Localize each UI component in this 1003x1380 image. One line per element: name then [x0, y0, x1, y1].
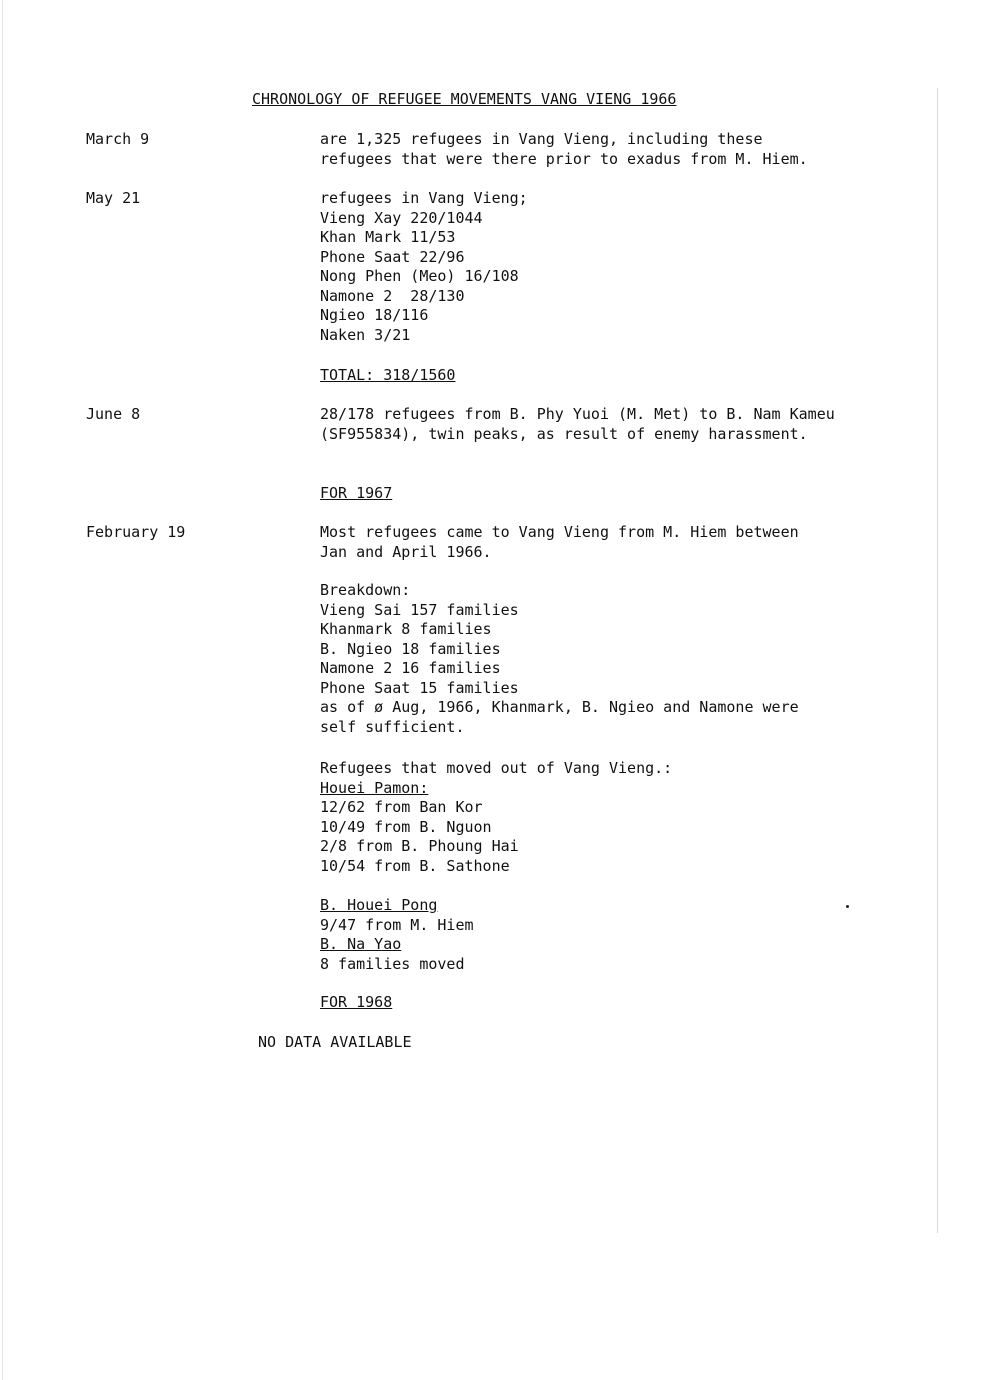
entry-line: Refugees that moved out of Vang Vieng.: [320, 759, 673, 777]
entry-may-21 [320, 189, 528, 345]
entry-line: 8 families moved [320, 954, 465, 973]
stray-mark [846, 905, 849, 908]
section-heading-1968: FOR 1968 [320, 993, 393, 1011]
entry-line: Breakdown: [320, 581, 411, 599]
entry-line: refugees that were there prior to exadus from M. Hiem. [320, 149, 808, 168]
subheading-houei-pong: B. Houei Pong [320, 896, 438, 914]
document-title: CHRONOLOGY OF REFUGEE MOVEMENTS VANG VIENG 1966 [252, 90, 677, 108]
entry-march-9 [320, 130, 808, 169]
breakdown-block [320, 581, 799, 737]
entry-line: Namone 2 16 families [320, 659, 501, 677]
section-heading-1967: FOR 1967 [320, 484, 393, 502]
entry-line: Naken 3/21 [320, 325, 411, 344]
entry-line: are 1,325 refugees in Vang Vieng, including these [320, 130, 763, 148]
entry-line: Namone 2 28/130 [320, 286, 465, 305]
houei-pong-block [320, 896, 474, 974]
entry-line: 10/54 from B. Sathone [320, 856, 510, 875]
entry-line: Most refugees came to Vang Vieng from M. Hiem between [320, 523, 799, 541]
entry-line: B. Ngieo 18 families [320, 639, 501, 658]
entry-line: refugees in Vang Vieng; [320, 189, 528, 207]
entry-line: 9/47 from M. Hiem [320, 915, 474, 934]
entry-date-march-9: March 9 [86, 130, 150, 148]
moved-out-block [320, 759, 672, 876]
entry-june-8 [320, 405, 835, 444]
entry-date-february-19: February 19 [86, 523, 186, 541]
right-margin-line [937, 88, 938, 1233]
subheading-na-yao: B. Na Yao [320, 935, 402, 953]
entry-line: 28/178 refugees from B. Phy Yuoi (M. Met) to B. Nam Kameu [320, 405, 835, 423]
subheading-houei-pamon: Houei Pamon: [320, 778, 429, 797]
entry-line: Khan Mark 11/53 [320, 228, 456, 246]
entry-line: (SF955834), twin peaks, as result of enemy harassment. [320, 424, 808, 443]
entry-line: Khanmark 8 families [320, 620, 492, 638]
entry-line: Vieng Sai 157 families [320, 600, 519, 619]
entry-line: self sufficient. [320, 717, 465, 736]
entry-date-june-8: June 8 [86, 405, 141, 423]
entry-line: 2/8 from B. Phoung Hai [320, 837, 519, 855]
entry-line: as of ø Aug, 1966, Khanmark, B. Ngieo and Namone were [320, 698, 799, 716]
entry-line: Vieng Xay 220/1044 [320, 208, 483, 227]
entry-date-may-21: May 21 [86, 189, 141, 207]
entry-line: 12/62 from Ban Kor [320, 798, 483, 816]
entry-line: Nong Phen (Meo) 16/108 [320, 267, 519, 285]
entry-february-19-intro [320, 523, 799, 562]
entry-line: Jan and April 1966. [320, 542, 492, 561]
entry-line: 10/49 from B. Nguon [320, 817, 492, 836]
no-data-note: NO DATA AVAILABLE [258, 1033, 412, 1051]
entry-line: Phone Saat 15 families [320, 678, 519, 697]
total-line: TOTAL: 318/1560 [320, 366, 456, 384]
page-edge-line [2, 0, 3, 1380]
entry-line: Ngieo 18/116 [320, 306, 429, 324]
entry-line: Phone Saat 22/96 [320, 247, 465, 266]
